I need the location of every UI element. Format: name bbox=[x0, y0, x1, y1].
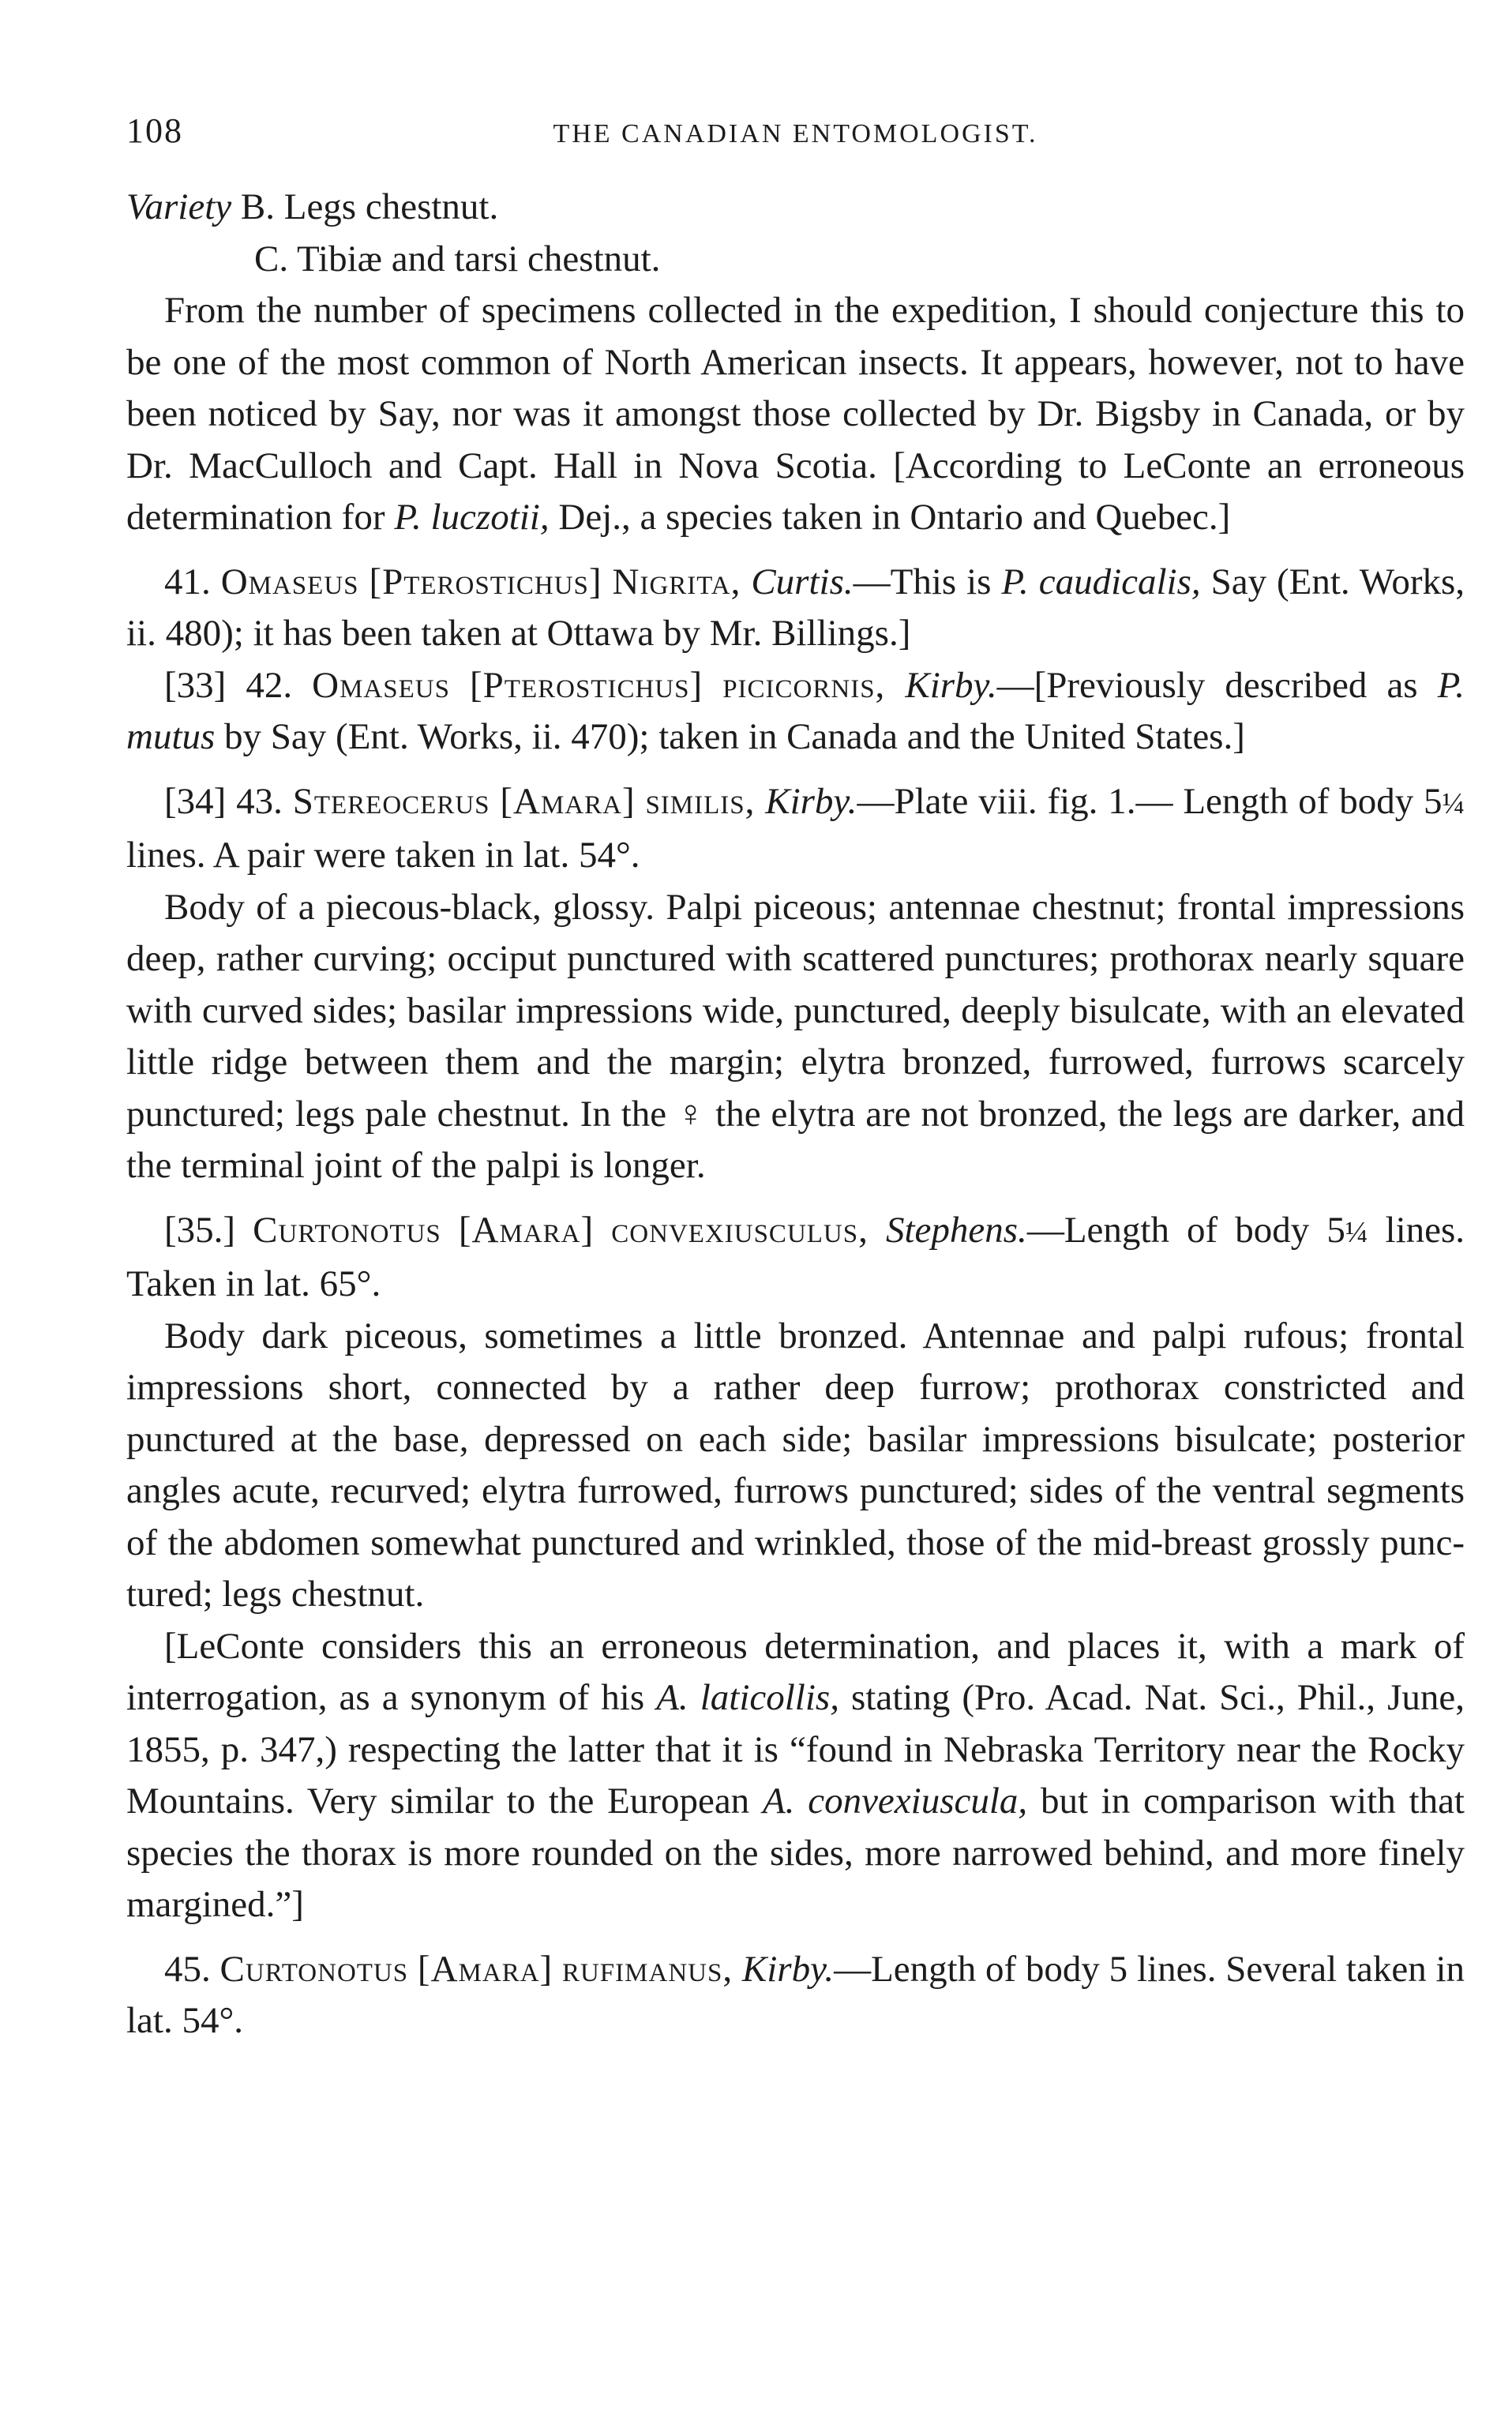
genus-name: Omaseus bbox=[220, 561, 359, 602]
paragraph-text: —Length of body 5 lines. Several taken in lat. 54°. bbox=[126, 1948, 1465, 2041]
entry-43 bbox=[126, 776, 1465, 882]
paragraph-text: —Plate viii. fig. 1.— Length of body 5 bbox=[857, 780, 1443, 822]
paragraph-text: —[Previously described as bbox=[996, 664, 1438, 706]
variety-label: Variety bbox=[126, 186, 232, 227]
genus-name: Stereocerus bbox=[292, 780, 490, 822]
entry-45 bbox=[126, 1944, 1465, 2047]
species-name-italic: P. mutus bbox=[126, 664, 1465, 757]
fraction: ¼ bbox=[1442, 786, 1465, 820]
paragraph-text: Body dark piceous, sometimes a little bronzed. Antennae and palpi rufous; frontal impressions short, connected by a rather deep furrow; prothorax constricted and punctured at the base, depressed on each side; basilar impressions bisulcate; posterior angles acute, recurved; elytra furrowed, furrows punctured; sides of the ventral segments of the abdomen somewhat punctured and wrinkled, those of the mid-breast grossly punctured; legs chestnut. bbox=[126, 1315, 1465, 1615]
species-name-italic: A. laticollis, bbox=[656, 1677, 839, 1718]
species-name: rufimanus, bbox=[561, 1948, 733, 1990]
paragraph-text: —Length of body 5 bbox=[1026, 1209, 1345, 1251]
synonym-genus: [Amara] bbox=[500, 780, 636, 822]
species-name: convexiusculus, bbox=[611, 1209, 869, 1251]
variety-b-text: B. Legs chestnut. bbox=[231, 186, 499, 227]
species-name: picicornis, bbox=[722, 664, 886, 706]
page-header bbox=[126, 111, 1465, 182]
fraction: ¼ bbox=[1345, 1215, 1368, 1249]
synonym-genus: [Pterostichus] bbox=[470, 664, 703, 706]
paragraph-text: From the number of specimens collected in the expedition, I should conjecture this to be one of the most common of North American insects. It appears, however, not to have been noticed by Say, nor was it amongst those collected by Dr. Bigsby in Canada, or by Dr. MacCulloch and Capt. Hall in Nova Scotia. [According to LeConte an erroneous determination for bbox=[126, 290, 1465, 538]
paragraph-text: stating (Pro. Acad. Nat. Sci., Phil., June, 1855, p. 347,) respecting the latter that it is “found in Nebraska Territory near the Rocky Mountains. Very similar to the European bbox=[126, 1677, 1465, 1822]
entry-35 bbox=[126, 1205, 1465, 1311]
paragraph-text: by Say (Ent. Works, ii. 470); taken in Canada and the United States.] bbox=[215, 716, 1245, 757]
genus-name: Omaseus bbox=[312, 664, 450, 706]
page-number: 108 bbox=[126, 111, 183, 150]
paragraph-text: lines. A pair were taken in lat. 54°. bbox=[126, 835, 640, 876]
entry-42 bbox=[126, 660, 1465, 764]
page bbox=[126, 111, 1465, 2047]
synonym-genus: [Pterostichus] bbox=[369, 561, 602, 602]
paragraph-text: Dej., a species taken in Ontario and Quebec.] bbox=[549, 497, 1231, 538]
species-name-italic: A. convexiuscula, bbox=[762, 1780, 1028, 1822]
paragraph-text: —This is bbox=[853, 561, 1002, 602]
author-name: Kirby. bbox=[741, 1948, 835, 1990]
species-name-italic: P. caudicalis, bbox=[1001, 561, 1201, 602]
variety-c-text: C. Tibiæ and tarsi chestnut. bbox=[254, 238, 661, 280]
paragraph-43-description bbox=[126, 882, 1465, 1192]
genus-name: Curtonotus bbox=[219, 1948, 409, 1990]
paragraph-text: but in comparison with that species the thorax is more rounded on the sides, more narrowed behind, and more finely margined.”] bbox=[126, 1780, 1465, 1925]
paragraph-text: Body of a piecous-black, glossy. Palpi piceous; antennae chestnut; frontal impressions deep, rather curving; occiput punctured with scattered punctures; prothorax nearly square with curved sides; basilar impressions wide, punctured, deeply bisulcate, with an elevated little ridge between them and the margin; elytra bronzed, furrowed, furrows scarcely punctured; legs pale chestnut. In the ♀ the elytra are not bronzed, the legs are darker, and the terminal joint of the palpi is longer. bbox=[126, 886, 1465, 1186]
variety-b-line bbox=[126, 182, 1465, 234]
species-name: similis, bbox=[645, 780, 756, 822]
species-name-italic: P. luczotii, bbox=[394, 497, 550, 538]
species-name: Nigrita, bbox=[612, 561, 741, 602]
paragraph-35-description bbox=[126, 1311, 1465, 1621]
entry-number: 45. bbox=[164, 1948, 211, 1990]
running-head: THE CANADIAN ENTOMOLOGIST. bbox=[553, 119, 1038, 148]
paragraph-text: [LeConte considers this an erroneous determination, and places it, with a mark of interrogation, as a synonym of his bbox=[126, 1625, 1465, 1718]
author-name: Kirby. bbox=[905, 664, 997, 706]
paragraph-expedition bbox=[126, 285, 1465, 544]
entry-number: 41. bbox=[164, 561, 211, 602]
author-name: Stephens. bbox=[885, 1209, 1027, 1251]
body-text bbox=[126, 182, 1465, 2047]
genus-name: Curtonotus bbox=[253, 1209, 441, 1251]
entry-number: [34] 43. bbox=[164, 780, 283, 822]
variety-c-line bbox=[126, 234, 1465, 286]
paragraph-leconte bbox=[126, 1621, 1465, 1931]
synonym-genus: [Amara] bbox=[458, 1209, 595, 1251]
synonym-genus: [Amara] bbox=[417, 1948, 553, 1990]
paragraph-text: lines. Taken in lat. 65°. bbox=[126, 1209, 1465, 1304]
author-name: Kirby. bbox=[765, 780, 857, 822]
entry-41 bbox=[126, 557, 1465, 660]
entry-number: [33] 42. bbox=[164, 664, 293, 706]
entry-number: [35.] bbox=[164, 1209, 236, 1251]
author-name: Curtis. bbox=[751, 561, 854, 602]
paragraph-text: Say (Ent. Works, ii. 480); it has been taken at Ottawa by Mr. Billings.] bbox=[126, 561, 1465, 654]
